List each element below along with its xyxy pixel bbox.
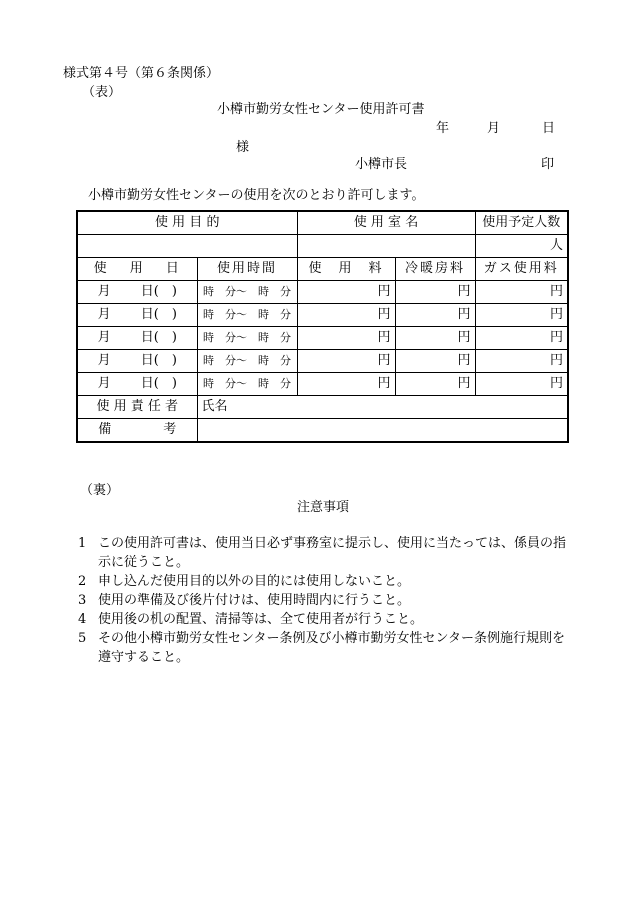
note-item <box>78 629 573 667</box>
document-title: 小樽市勤労女性センター使用許可書 <box>217 102 425 117</box>
use-time-field[interactable]: 時 分～ 時 分 <box>197 373 297 396</box>
aircon-fee-field[interactable]: 円 <box>395 373 475 396</box>
date-month-label: 月 <box>487 121 501 136</box>
note-item <box>78 572 573 591</box>
responsible-name-field[interactable]: 氏名 <box>197 396 568 419</box>
date-year-label: 年 <box>436 121 450 136</box>
permit-statement: 小樽市勤労女性センターの使用を次のとおり許可します。 <box>88 188 425 203</box>
note-number: 3 <box>78 593 87 608</box>
header-row-usage <box>77 258 568 281</box>
notes-title: 注意事項 <box>297 500 350 515</box>
notes-list <box>78 534 573 667</box>
room-header: 使 用 室 名 <box>297 211 475 235</box>
people-header: 使用予定人数 <box>475 211 568 235</box>
note-number: 5 <box>78 631 87 646</box>
table-row <box>77 281 568 304</box>
use-time-header: 使用時間 <box>197 258 297 281</box>
gas-fee-field[interactable]: 円 <box>475 327 568 350</box>
use-date-field[interactable]: 月 日( ) <box>77 281 197 304</box>
gas-header: ガス使用料 <box>475 258 568 281</box>
form-number: 様式第４号（第６条関係） <box>63 66 220 81</box>
purpose-field[interactable] <box>77 235 297 258</box>
table-row <box>77 304 568 327</box>
date-day-label: 日 <box>542 121 556 136</box>
front-side-label: （表） <box>82 85 122 100</box>
use-time-field[interactable]: 時 分～ 時 分 <box>197 327 297 350</box>
note-number: 4 <box>78 612 87 627</box>
aircon-fee-field[interactable]: 円 <box>395 327 475 350</box>
note-number: 1 <box>78 536 87 551</box>
permit-table <box>76 210 569 443</box>
responsible-row <box>77 396 568 419</box>
note-text: 使用の準備及び後片付けは、使用時間内に行うこと。 <box>98 593 411 608</box>
use-date-field[interactable]: 月 日( ) <box>77 327 197 350</box>
use-date-header: 使 用 日 <box>77 258 197 281</box>
note-number: 2 <box>78 574 87 589</box>
remarks-field[interactable] <box>197 419 568 443</box>
people-field[interactable]: 人 <box>475 235 568 258</box>
addressee-suffix: 様 <box>236 140 250 155</box>
header-row-purpose <box>77 211 568 235</box>
fee-field[interactable]: 円 <box>297 304 395 327</box>
aircon-fee-field[interactable]: 円 <box>395 281 475 304</box>
fee-field[interactable]: 円 <box>297 350 395 373</box>
gas-fee-field[interactable]: 円 <box>475 350 568 373</box>
seal-mark: 印 <box>541 157 555 172</box>
fee-header: 使 用 料 <box>297 258 395 281</box>
note-text: 使用後の机の配置、清掃等は、全て使用者が行うこと。 <box>98 612 424 627</box>
use-time-field[interactable]: 時 分～ 時 分 <box>197 350 297 373</box>
aircon-header: 冷暖房料 <box>395 258 475 281</box>
fee-field[interactable]: 円 <box>297 327 395 350</box>
purpose-header: 使 用 目 的 <box>77 211 297 235</box>
use-date-field[interactable]: 月 日( ) <box>77 350 197 373</box>
remarks-label: 備 考 <box>77 419 197 443</box>
gas-fee-field[interactable]: 円 <box>475 373 568 396</box>
table-row <box>77 327 568 350</box>
remarks-row <box>77 419 568 443</box>
note-item <box>78 610 573 629</box>
back-side-label: （裏） <box>80 483 120 498</box>
note-text: その他小樽市勤労女性センター条例及び小樽市勤労女性センター条例施行規則を遵守すること。 <box>98 631 565 665</box>
room-field[interactable] <box>297 235 475 258</box>
use-time-field[interactable]: 時 分～ 時 分 <box>197 281 297 304</box>
note-item <box>78 534 573 572</box>
gas-fee-field[interactable]: 円 <box>475 304 568 327</box>
use-date-field[interactable]: 月 日( ) <box>77 304 197 327</box>
issuer-name: 小樽市長 <box>355 157 408 172</box>
fee-field[interactable]: 円 <box>297 373 395 396</box>
aircon-fee-field[interactable]: 円 <box>395 350 475 373</box>
table-row <box>77 350 568 373</box>
purpose-entry-row <box>77 235 568 258</box>
note-text: 申し込んだ使用目的以外の目的には使用しないこと。 <box>98 574 411 589</box>
use-date-field[interactable]: 月 日( ) <box>77 373 197 396</box>
fee-field[interactable]: 円 <box>297 281 395 304</box>
gas-fee-field[interactable]: 円 <box>475 281 568 304</box>
use-time-field[interactable]: 時 分～ 時 分 <box>197 304 297 327</box>
responsible-label: 使 用 責 任 者 <box>77 396 197 419</box>
note-text: この使用許可書は、使用当日必ず事務室に提示し、使用に当たっては、係員の指示に従うこと。 <box>98 536 567 570</box>
table-row <box>77 373 568 396</box>
note-item <box>78 591 573 610</box>
aircon-fee-field[interactable]: 円 <box>395 304 475 327</box>
